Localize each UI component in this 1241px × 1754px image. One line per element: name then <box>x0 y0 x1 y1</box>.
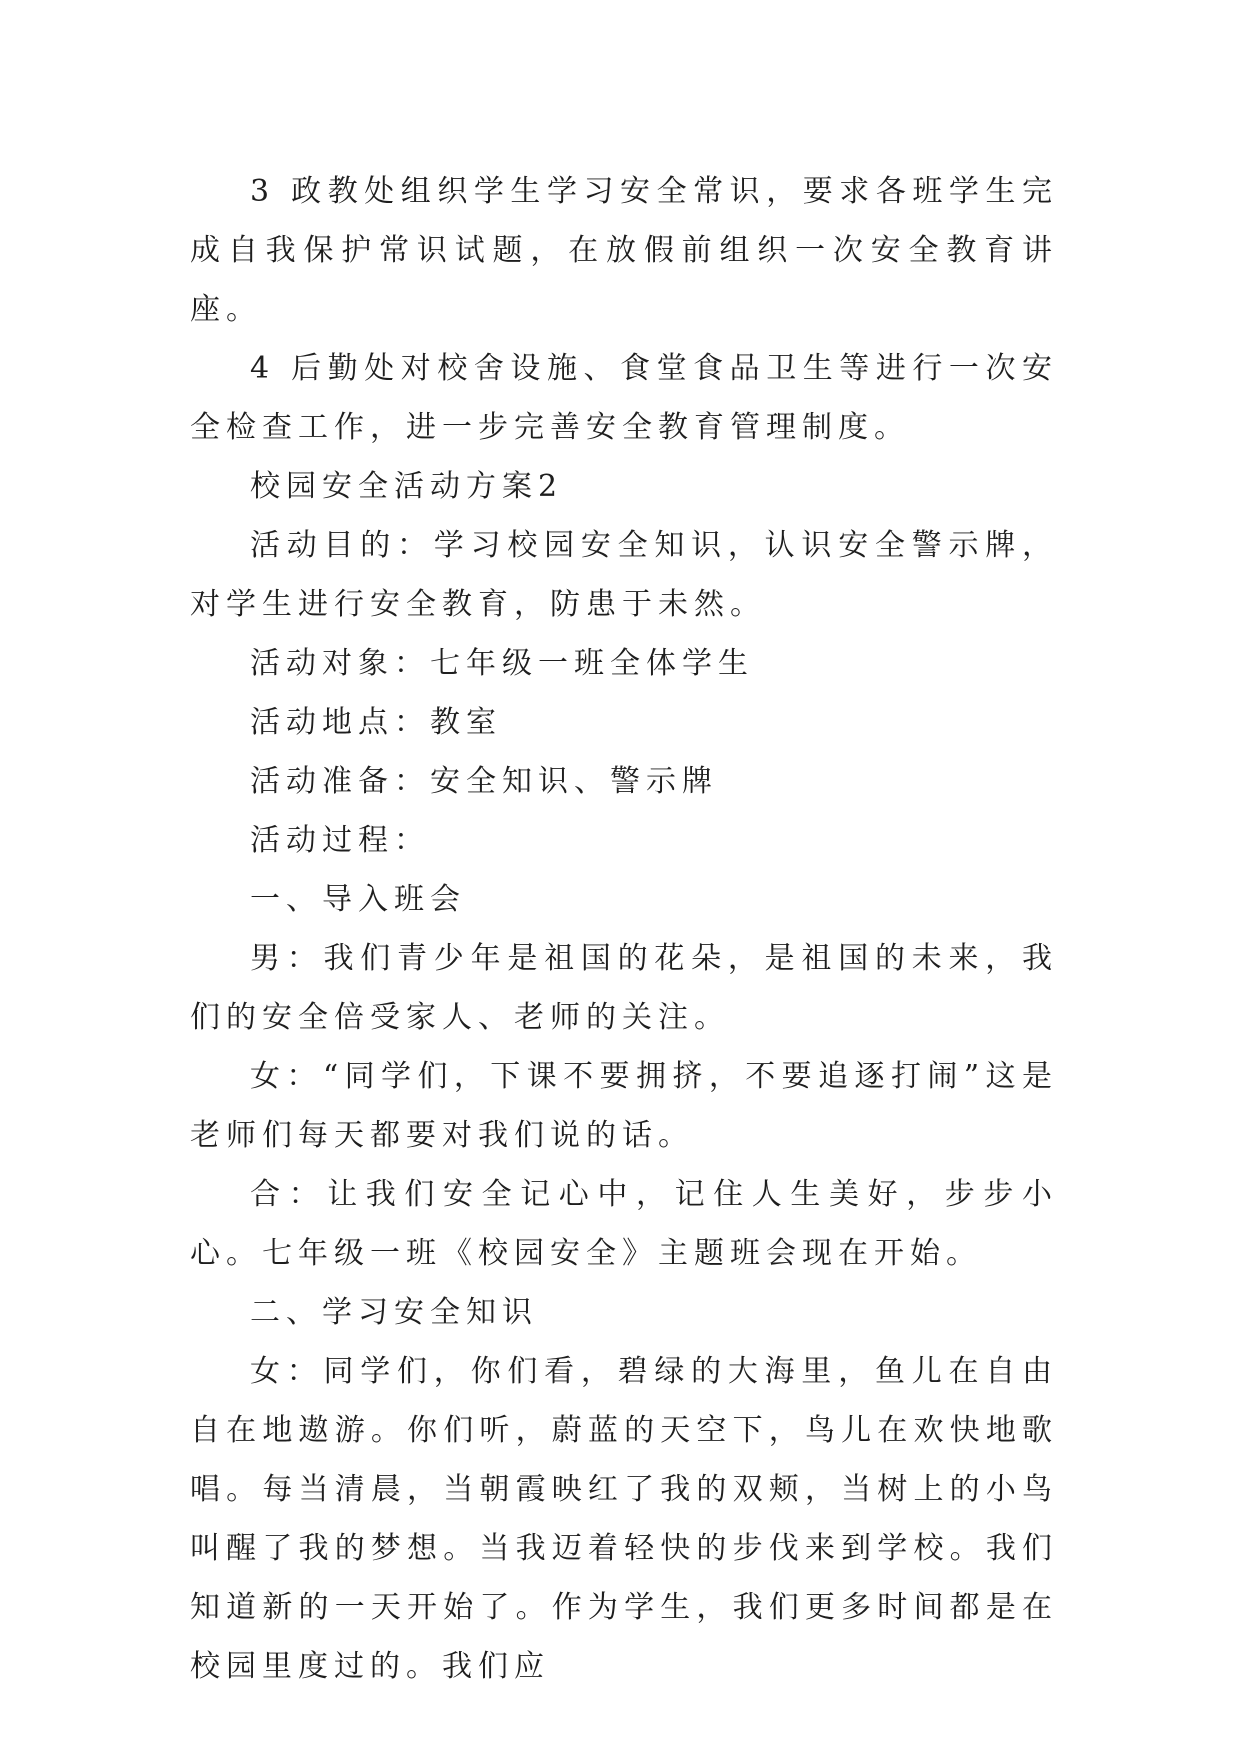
paragraph: 活动准备：安全知识、警示牌 <box>250 764 718 799</box>
paragraph: 活动对象：七年级一班全体学生 <box>250 646 754 681</box>
section-heading: 一、导入班会 <box>250 882 466 917</box>
section-heading: 二、学习安全知识 <box>250 1295 538 1330</box>
paragraph: 4 后勤处对校舍设施、食堂食品卫生等进行一次安全检查工作，进一步完善安全教育管理制度。 <box>190 351 1058 445</box>
section-title: 校园安全活动方案2 <box>250 469 564 504</box>
paragraph: 合：让我们安全记心中，记住人生美好，步步小心。七年级一班《校园安全》主题班会现在开始。 <box>190 1177 1058 1271</box>
paragraph: 女：“同学们，下课不要拥挤，不要追逐打闹”这是老师们每天都要对我们说的话。 <box>190 1059 1058 1153</box>
document-page <box>190 162 1058 1696</box>
paragraph: 女：同学们，你们看，碧绿的大海里，鱼儿在自由自在地遨游。你们听，蔚蓝的天空下，鸟儿在欢快地歌唱。每当清晨，当朝霞映红了我的双颊，当树上的小鸟叫醒了我的梦想。当我迈着轻快的步伐来到学校。我们知道新的一天开始了。作为学生，我们更多时间都是在校园里度过的。我们应 <box>190 1354 1058 1684</box>
paragraph: 3 政教处组织学生学习安全常识，要求各班学生完成自我保护常识试题，在放假前组织一次安全教育讲座。 <box>190 174 1058 327</box>
paragraph: 男：我们青少年是祖国的花朵，是祖国的未来，我们的安全倍受家人、老师的关注。 <box>190 941 1058 1035</box>
paragraph: 活动目的：学习校园安全知识，认识安全警示牌，对学生进行安全教育，防患于未然。 <box>190 528 1058 622</box>
paragraph: 活动过程： <box>250 823 430 858</box>
paragraph: 活动地点：教室 <box>250 705 502 740</box>
